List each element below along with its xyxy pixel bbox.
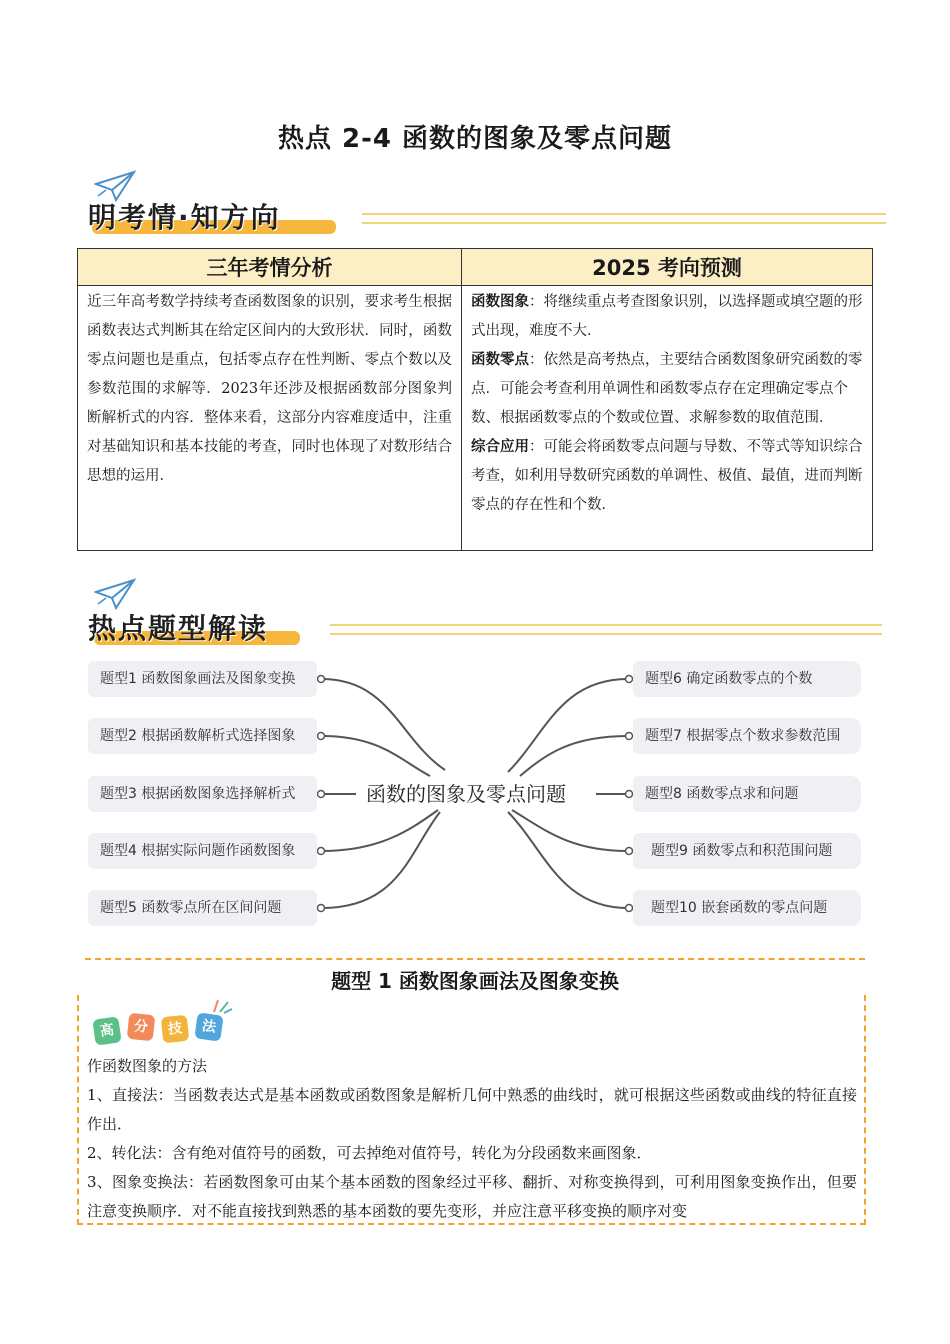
method-graph-transform: 3、图象变换法：若函数图象可由某个基本函数的图象经过平移、翻折、对称变换得到，可利用图象变换作出，但要注意变换顺序．对不能直接找到熟悉的基本函数的要先变形，并应注意平移变换的顺序对变 <box>87 1173 857 1220</box>
prediction-item-graph: 函数图象：将继续重点考查图象识别，以选择题或填空题的形式出现，难度不大． <box>471 294 863 339</box>
tag-ji: 技 <box>161 1015 190 1044</box>
mindmap-node-type1: 题型1 函数图象画法及图象变换 <box>88 661 317 697</box>
mindmap-node-type8: 题型8 函数零点求和问题 <box>633 776 861 812</box>
page-title: 热点 2-4 函数的图象及零点问题 <box>277 124 673 154</box>
mindmap-node-type10: 题型10 嵌套函数的零点问题 <box>633 890 861 926</box>
section-title: 题型 1 函数图象画法及图象变换 <box>331 969 619 993</box>
mindmap-node-type3: 题型3 根据函数图象选择解析式 <box>88 776 317 812</box>
banner-hot-topics-text: 热点题型解读 <box>88 612 269 645</box>
method-direct: 1、直接法：当函数表达式是基本函数或函数图象是解析几何中熟悉的曲线时，就可根据这些函数或曲线的特征直接作出． <box>87 1086 857 1133</box>
tag-fen: 分 <box>127 1013 156 1042</box>
mindmap-node-type7: 题型7 根据零点个数求参数范围 <box>633 718 861 754</box>
prediction-item-comprehensive: 综合应用：可能会将函数零点问题与导数、不等式等知识综合考查，如利用导数研究函数的单调性、极值、最值，进而判断零点的存在性和个数． <box>471 439 863 513</box>
col-header-prediction: 2025 考向预测 <box>462 249 873 286</box>
banner-exam-analysis-text: 明考情·知方向 <box>88 201 281 234</box>
method-transform: 2、转化法：含有绝对值符号的函数，可去掉绝对值符号，转化为分段函数来画图象． <box>87 1144 652 1162</box>
sparkle-icon <box>210 996 234 1014</box>
analysis-cell: 近三年高考数学持续考查函数图象的识别，要求考生根据函数表达式判断其在给定区间内的大致形状．同时，函数零点问题也是重点，包括零点存在性判断、零点个数以及参数范围的求解等．2023年还涉及根据函数部分图象判断解析式的内容．整体来看，这部分内容难度适中，注重对基础知识和基本技能的考查，同时也体现了对数形结合思想的运用． <box>78 286 462 551</box>
mindmap-node-type4: 题型4 根据实际问题作函数图象 <box>88 833 317 869</box>
section-intro: 作函数图象的方法 <box>87 1057 208 1075</box>
prediction-item-zero: 函数零点：依然是高考热点，主要结合函数图象研究函数的零点．可能会考查利用单调性和函数零点存在定理确定零点个数、根据函数零点的个数或位置、求解参数的取值范围． <box>471 352 863 426</box>
col-header-analysis: 三年考情分析 <box>78 249 462 286</box>
mindmap-node-type6: 题型6 确定函数零点的个数 <box>633 661 861 697</box>
mindmap-center-topic: 函数的图象及零点问题 <box>366 782 566 806</box>
mindmap-node-type5: 题型5 函数零点所在区间问题 <box>88 890 317 926</box>
tag-fa: 法 <box>194 1012 223 1041</box>
mindmap-node-type9: 题型9 函数零点和积范围问题 <box>633 833 861 869</box>
mindmap-node-type2: 题型2 根据函数解析式选择图象 <box>88 718 317 754</box>
tag-gao: 高 <box>92 1016 121 1045</box>
section-divider <box>85 958 865 960</box>
